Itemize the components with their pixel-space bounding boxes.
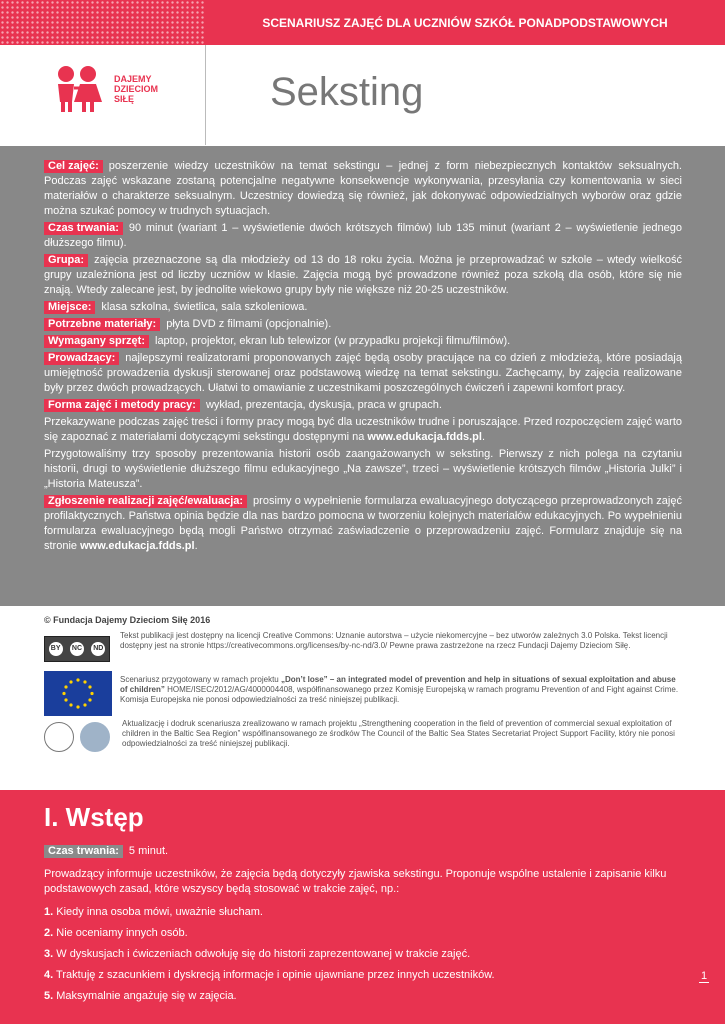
rule-number: 1. bbox=[44, 906, 54, 918]
cc-license-icon bbox=[44, 631, 114, 667]
info-content bbox=[44, 159, 682, 556]
eu-text-part: Scenariusz przygotowany w ramach projektu bbox=[120, 675, 281, 684]
materials-paragraph bbox=[44, 415, 682, 445]
fdds-logo bbox=[48, 64, 168, 114]
cbss-logos bbox=[44, 719, 116, 755]
eu-row bbox=[44, 675, 684, 711]
logo-line: DZIECIOM bbox=[114, 84, 158, 94]
info-text: poszerzenie wiedzy uczestników na temat sekstingu – jednej z form niebezpiecznych kontaktów seksualnych. Podczas zajęć wskazane zostaną potencjalne negatywne konsekwencje wykonywania, przesyłania czy komentowania w sieci materiałów o charakterze seksualnym. Uczestnicy dowiedzą się również, jak dokonywać odpowiedzialnych wyborów oraz gdzie można szukać pomocy w trudnych sytuacjach. bbox=[44, 160, 682, 217]
credits bbox=[44, 615, 684, 763]
header-banner bbox=[205, 0, 725, 45]
children-icon bbox=[48, 64, 110, 114]
info-row bbox=[44, 221, 682, 251]
safe-secure-logo-icon bbox=[80, 722, 110, 752]
report-text: prosimy o wypełnienie formularza ewaluacyjnego dotyczącego przeprowadzonych zajęć profilaktycznych. Państwa opinia będzie dla nas bardzo pomocna w tworzeniu kolejnych materiałów edukacyjnych. Po wypełnieniu formularza ewaluacyjnego będą mogli Państwo otrzymać zaświadczenie o przeprowadzeniu zajęć. Formularz znajduje się na stronie bbox=[44, 495, 682, 552]
materials-link[interactable]: www.edukacja.fdds.pl bbox=[367, 431, 482, 443]
rule-item bbox=[44, 989, 684, 1004]
header-banner-text: SCENARIUSZ ZAJĘĆ DLA UCZNIÓW SZKÓŁ PONADPODSTAWOWYCH bbox=[262, 15, 668, 30]
cc-by: BY bbox=[49, 642, 63, 656]
section-time bbox=[44, 844, 684, 859]
report-label: Zgłoszenie realizacji zajęć/ewaluacja: bbox=[44, 495, 247, 508]
rule-item bbox=[44, 926, 684, 941]
cc-row bbox=[44, 631, 684, 667]
eu-text bbox=[120, 675, 684, 705]
report-paragraph bbox=[44, 494, 682, 554]
rule-number: 3. bbox=[44, 948, 54, 960]
paragraph-end: . bbox=[481, 431, 485, 443]
cc-text: Tekst publikacji jest dostępny na licencji Creative Commons: Uznanie autorstwa – użycie niekomercyjne – bez utworów zależnych 3.0 Polska. Tekst licencji dostępny jest na stronie https://creativecommons.org/licenses/by-nc-nd/3.0/ Pewne prawa zastrzeżone na rzecz Fundacji Dajemy Dzieciom Siłę. bbox=[120, 631, 668, 650]
info-label: Potrzebne materiały: bbox=[44, 318, 160, 331]
info-label: Czas trwania: bbox=[44, 222, 123, 235]
rule-text: Nie oceniamy innych osób. bbox=[56, 927, 188, 939]
info-text: klasa szkolna, świetlica, sala szkoleniowa. bbox=[101, 301, 308, 313]
info-row bbox=[44, 351, 682, 396]
info-text: płyta DVD z filmami (opcjonalnie). bbox=[166, 318, 332, 330]
eu-project-name: „Don’t lose” – an integrated model of prevention and help in situations of sexual exploitation and abuse of children” bbox=[120, 675, 676, 694]
eu-stars-icon bbox=[44, 671, 112, 716]
page-title: Seksting bbox=[270, 70, 424, 114]
report-link[interactable]: www.edukacja.fdds.pl bbox=[80, 540, 195, 552]
info-text: wykład, prezentacja, dyskusja, praca w grupach. bbox=[205, 399, 442, 411]
paragraph-text: Przekazywane podczas zajęć treści i formy pracy mogą być dla uczestników trudne i poruszające. Przed rozpoczęciem zajęć warto się zapoznać z materiałami dotyczącymi sekstingu dostępnymi na bbox=[44, 416, 682, 443]
rule-text: Maksymalnie angażuję się w zajęcia. bbox=[56, 990, 237, 1002]
time-label: Czas trwania: bbox=[44, 845, 123, 858]
rule-item bbox=[44, 905, 684, 920]
intro-content bbox=[44, 800, 684, 1010]
rule-text: Traktuję z szacunkiem i dyskrecją informacje i opinie ujawniane przez innych uczestników. bbox=[56, 969, 495, 981]
header-pattern bbox=[0, 0, 205, 45]
info-label: Cel zajęć: bbox=[44, 160, 103, 173]
cbss-row bbox=[44, 719, 684, 755]
eu-text-part: HOME/ISEC/2012/AG/4000004408, współfinansowanego przez Komisję Europejską w ramach programu Prevention of and Fight against Crime. Komisja Europejska nie ponosi odpowiedzialności za treść niniejszej publikacji. bbox=[120, 685, 679, 704]
time-value: 5 minut. bbox=[128, 845, 169, 857]
rule-item bbox=[44, 968, 684, 983]
info-text: najlepszymi realizatorami proponowanych zajęć będą osoby pracujące na co dzień z młodzieżą, które posiadają umiejętność prowadzenia dyskusji sterowanej oraz podstawową wiedzę na temat sekstingu. Zachęcamy, by zajęcia realizowane były przez dwóch prowadzących. Ułatwi to omawianie z uczestnikami poszczególnych ćwiczeń i zapewni komfort pracy. bbox=[44, 352, 682, 394]
info-label: Forma zajęć i metody pracy: bbox=[44, 399, 200, 412]
logo-line: DAJEMY bbox=[114, 74, 152, 84]
info-text: laptop, projektor, ekran lub telewizor (w przypadku projekcji filmu/filmów). bbox=[155, 335, 511, 347]
logo-line: SIŁĘ bbox=[114, 94, 135, 104]
header-divider bbox=[205, 45, 206, 145]
info-text: zajęcia przeznaczone są dla młodzieży od 13 do 18 roku życia. Można je przeprowadzać w szkole – wtedy wielkość grupy uzależniona jest od liczby uczniów w klasie. Zajęcia mogą być prowadzone również poza szkołą dla osób, które się nie znają. Wtedy zalecane jest, by jednolite wiekowo grupy były nie większe niż 20-25 uczestników. bbox=[44, 254, 682, 296]
info-label: Miejsce: bbox=[44, 301, 95, 314]
rule-item bbox=[44, 947, 684, 962]
info-row bbox=[44, 253, 682, 298]
section-intro: Prowadzący informuje uczestników, że zajęcia będą dotyczyły zjawiska sekstingu. Proponuje wspólne ustalenie i zapisanie kilku podstawowych zasad, które wszyscy będą stosować w trakcie zajęć, np.: bbox=[44, 868, 667, 895]
info-label: Grupa: bbox=[44, 254, 88, 267]
info-row bbox=[44, 317, 682, 332]
info-label: Wymagany sprzęt: bbox=[44, 335, 149, 348]
info-label: Prowadzący: bbox=[44, 352, 119, 365]
rule-number: 4. bbox=[44, 969, 54, 981]
rule-text: Kiedy inna osoba mówi, uważnie słucham. bbox=[56, 906, 263, 918]
page-number: 1 bbox=[700, 970, 708, 982]
info-row bbox=[44, 398, 682, 413]
rule-text: W dyskusjach i ćwiczeniach odwołuję się do historii zaprezentowanej w trakcie zajęć. bbox=[56, 948, 471, 960]
info-text: 90 minut (wariant 1 – wyświetlenie dwóch krótszych filmów) lub 135 minut (wariant 2 – wyświetlenie jednego dłuższego filmu). bbox=[44, 222, 682, 249]
logo-text bbox=[114, 74, 158, 104]
methods-paragraph: Przygotowaliśmy trzy sposoby prezentowania historii osób zaangażowanych w seksting. Pierwszy z nich polega na czytaniu historii, drugi to wyświetlenie dłuższego filmu edukacyjnego „Na zawsze”, trzeci – wyświetlenie krótszych filmów „Historia Julki” i „Historia Mateusza”. bbox=[44, 448, 682, 490]
cbss-logo-icon bbox=[44, 722, 74, 752]
cc-nd: ND bbox=[91, 642, 105, 656]
info-row bbox=[44, 334, 682, 349]
cc-badge bbox=[44, 636, 110, 662]
eu-flag-icon bbox=[44, 675, 114, 711]
info-row bbox=[44, 300, 682, 315]
section-title: I. Wstęp bbox=[44, 802, 144, 832]
info-row bbox=[44, 159, 682, 219]
paragraph-end: . bbox=[194, 540, 198, 552]
cc-nc: NC bbox=[70, 642, 84, 656]
rule-number: 2. bbox=[44, 927, 54, 939]
rule-number: 5. bbox=[44, 990, 54, 1002]
cbss-text: Aktualizację i dodruk scenariusza zrealizowano w ramach projektu „Strengthening cooperation in the field of prevention of commercial sexual exploitation of children in the Baltic Sea Region” współfinansowanego ze środków The Council of the Baltic Sea States Secretariat Project Support Facility, który nie ponosi odpowiedzialności za treść niniejszej publikacji. bbox=[122, 719, 675, 748]
copyright: © Fundacja Dajemy Dzieciom Siłę 2016 bbox=[44, 615, 211, 625]
